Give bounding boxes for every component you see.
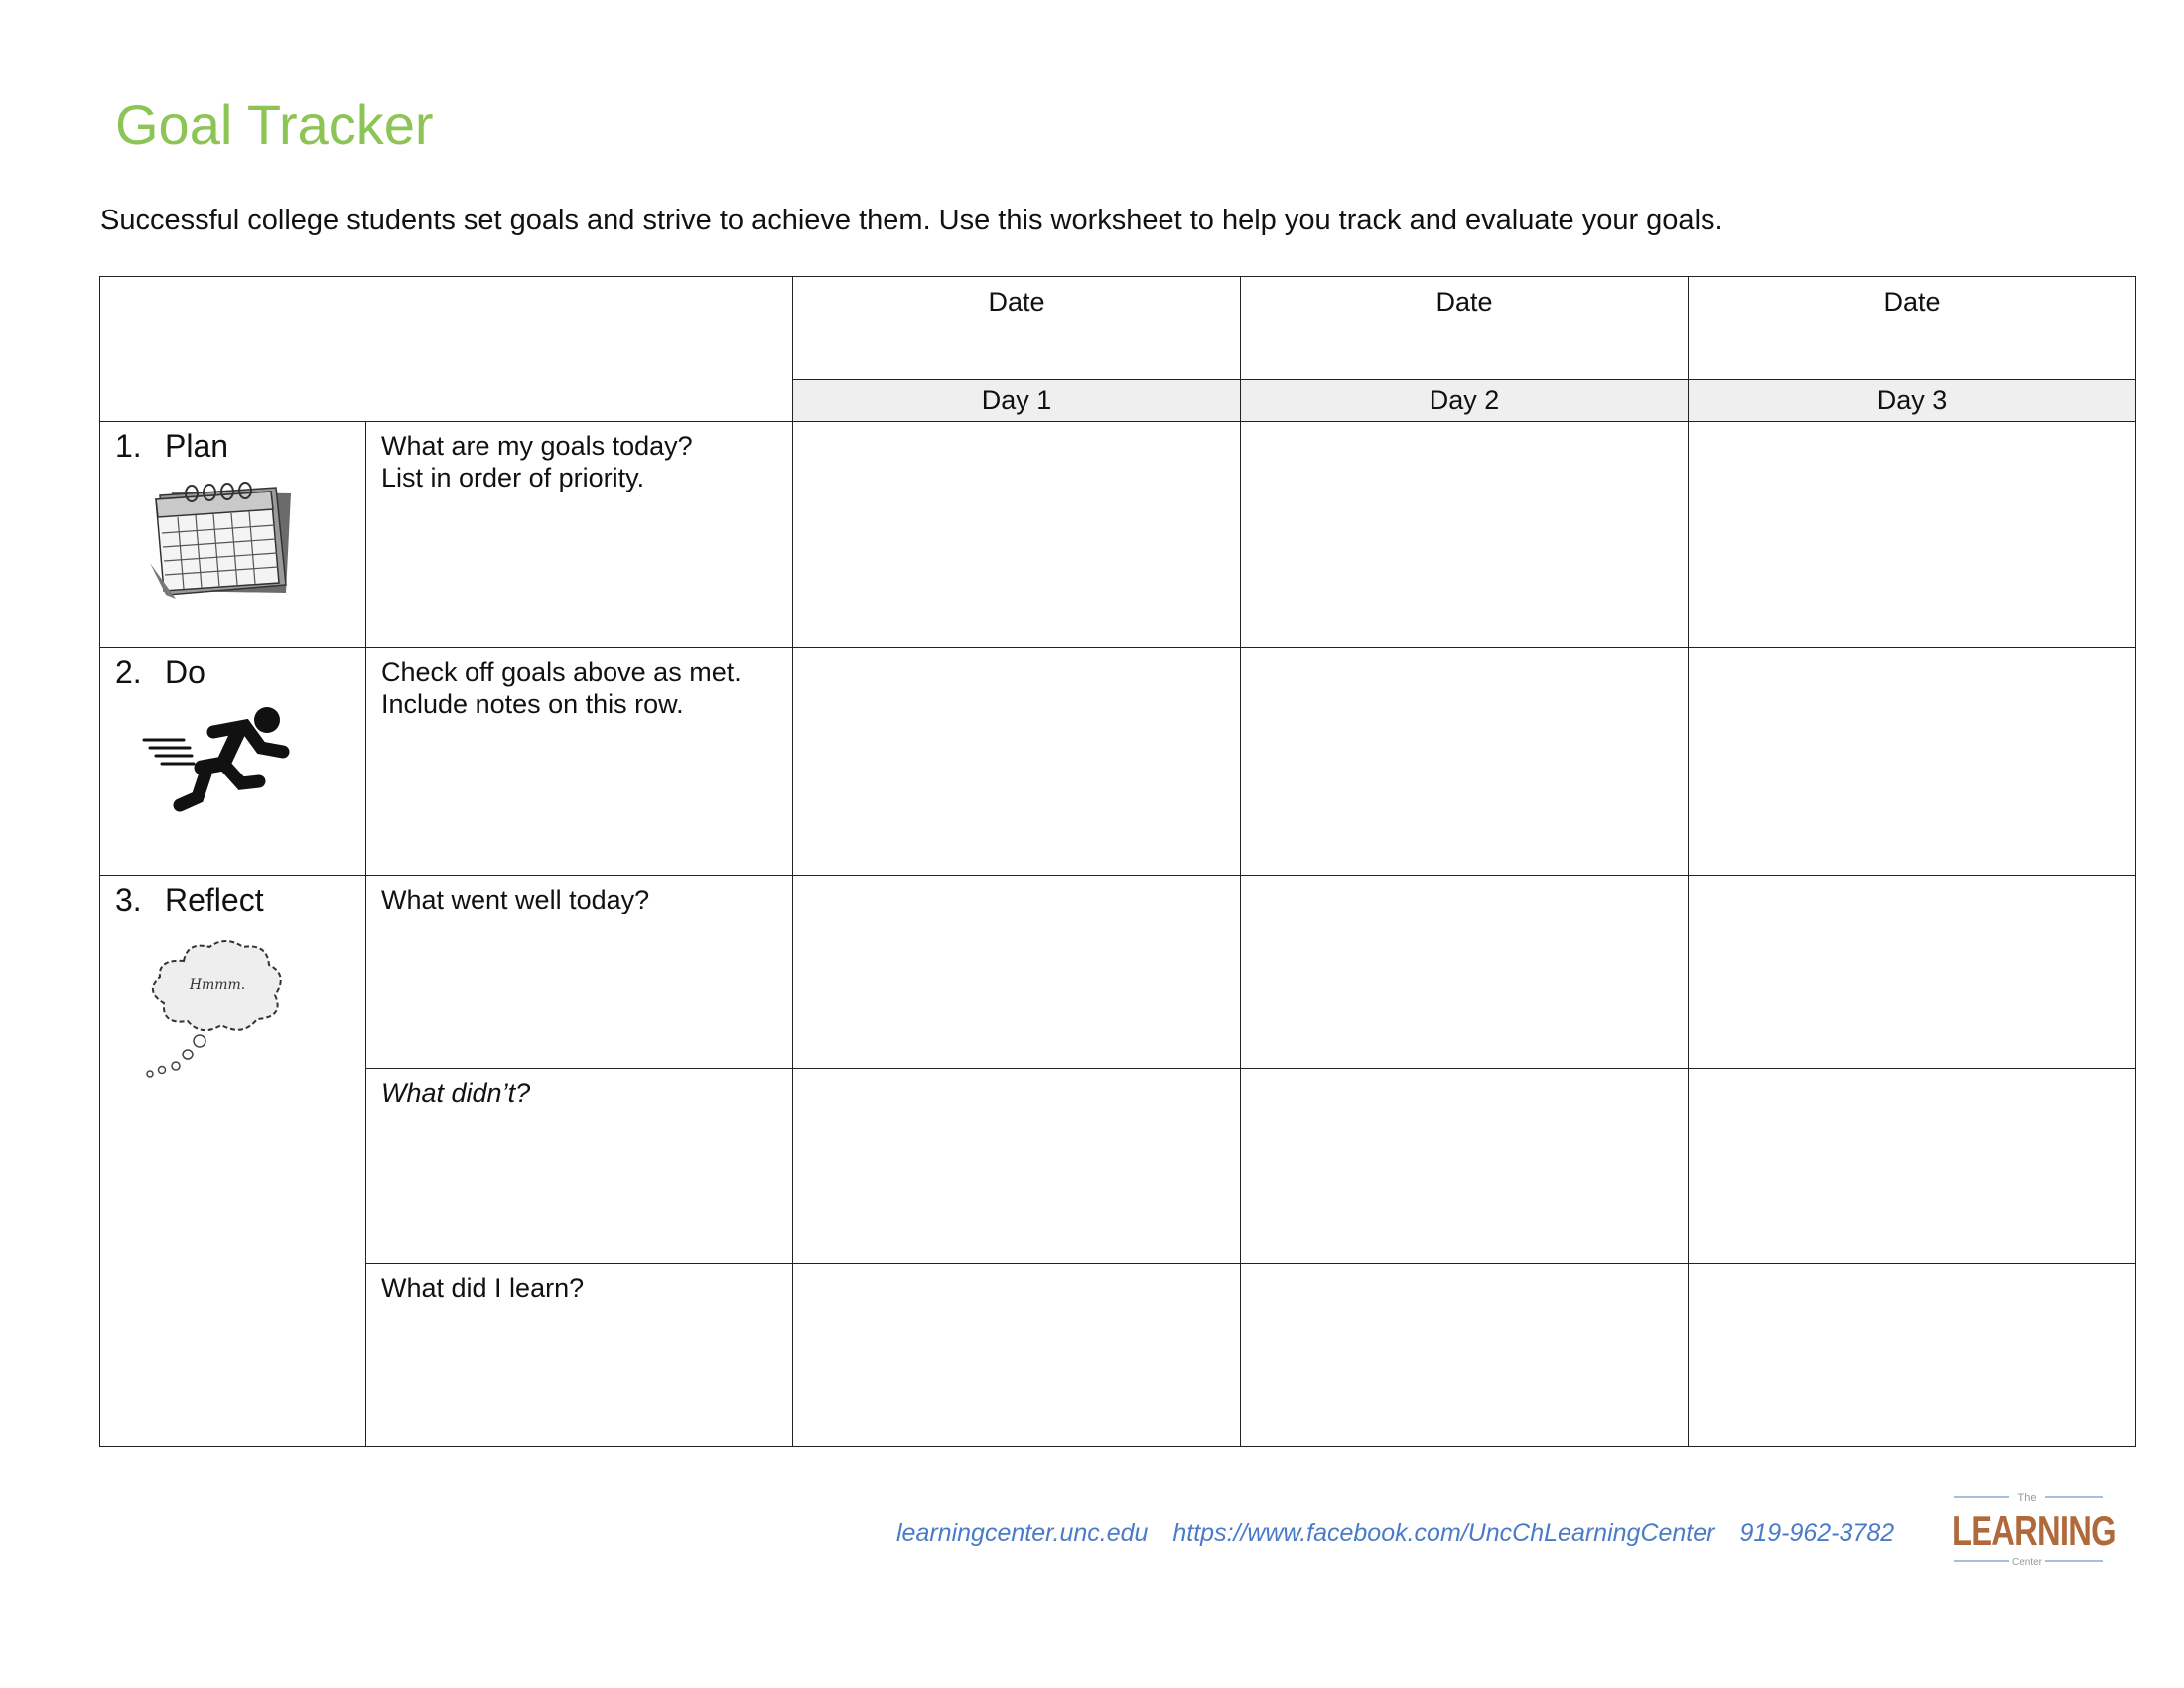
goal-tracker-table: [99, 276, 2136, 1447]
reflect-didnt-day1-cell[interactable]: [793, 1069, 1241, 1264]
svg-text:Center: Center: [2011, 1557, 2043, 1568]
calendar-icon: [142, 474, 301, 608]
footer-phone: 919-962-3782: [1739, 1519, 1895, 1547]
reflect-didnt-day3-cell[interactable]: [1689, 1069, 2136, 1264]
do-prompt: Check off goals above as met. Include notes on this row.: [366, 648, 793, 876]
svg-text:Hmmm.: Hmmm.: [189, 977, 246, 993]
step-do-label: 2. Do: [115, 654, 205, 690]
reflect-prompt-learn: What did I learn?: [366, 1264, 793, 1447]
reflect-well-day2-cell[interactable]: [1241, 876, 1689, 1069]
do-day1-cell[interactable]: [793, 648, 1241, 876]
date-cell-3[interactable]: Date: [1689, 277, 2136, 380]
header-blank-cell: [100, 277, 793, 422]
plan-day3-cell[interactable]: [1689, 422, 2136, 648]
reflect-learn-day2-cell[interactable]: [1241, 1264, 1689, 1447]
step-reflect-label: 3. Reflect: [115, 882, 264, 917]
footer-website-link[interactable]: learningcenter.unc.edu: [896, 1519, 1149, 1547]
reflect-well-day3-cell[interactable]: [1689, 876, 2136, 1069]
plan-day2-cell[interactable]: [1241, 422, 1689, 648]
day-header-1: Day 1: [793, 380, 1241, 422]
intro-text: Successful college students set goals and strive to achieve them. Use this worksheet to help you track and evaluate your goals.: [100, 205, 1723, 236]
step-reflect-cell: [100, 876, 366, 1447]
reflect-well-day1-cell[interactable]: [793, 876, 1241, 1069]
reflect-didnt-day2-cell[interactable]: [1241, 1069, 1689, 1264]
do-day3-cell[interactable]: [1689, 648, 2136, 876]
running-person-icon: [142, 702, 301, 821]
reflect-prompt-well: What went well today?: [366, 876, 793, 1069]
plan-day1-cell[interactable]: [793, 422, 1241, 648]
plan-prompt: What are my goals today? List in order of priority.: [366, 422, 793, 648]
date-cell-1[interactable]: Date: [793, 277, 1241, 380]
date-cell-2[interactable]: Date: [1241, 277, 1689, 380]
reflect-prompt-didnt: What didn’t?: [366, 1069, 793, 1264]
logo-wordmark: LEARNING: [1952, 1507, 2116, 1554]
thought-cloud-icon: [140, 933, 299, 1092]
footer-contact: [896, 1519, 1912, 1548]
reflect-learn-day1-cell[interactable]: [793, 1264, 1241, 1447]
learning-center-logo: [1944, 1485, 2116, 1573]
step-plan-cell: [100, 422, 366, 648]
do-day2-cell[interactable]: [1241, 648, 1689, 876]
svg-text:The: The: [2017, 1492, 2037, 1504]
step-do-cell: [100, 648, 366, 876]
reflect-learn-day3-cell[interactable]: [1689, 1264, 2136, 1447]
day-header-3: Day 3: [1689, 380, 2136, 422]
step-plan-label: 1. Plan: [115, 428, 229, 464]
day-header-2: Day 2: [1241, 380, 1689, 422]
footer-facebook-link[interactable]: https://www.facebook.com/UncChLearningCenter: [1172, 1519, 1715, 1547]
page-title: Goal Tracker: [115, 93, 434, 156]
